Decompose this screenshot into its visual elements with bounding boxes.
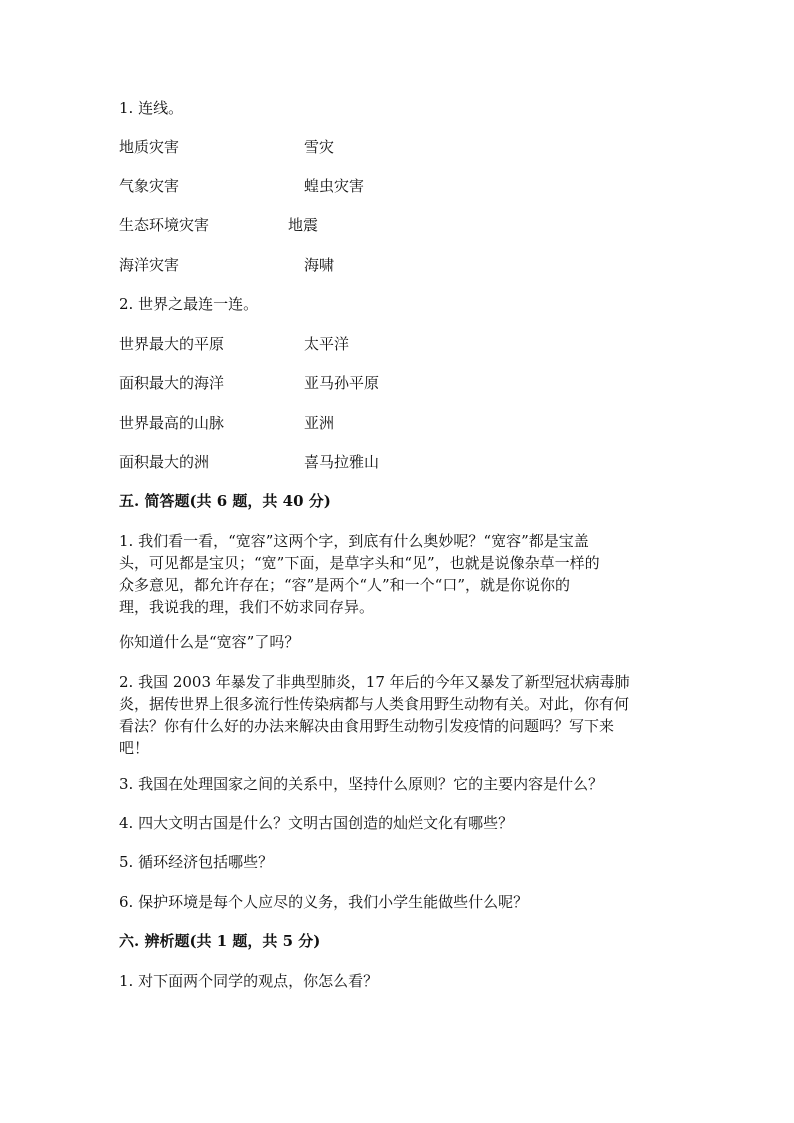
match-right-item: 亚洲 <box>304 414 335 432</box>
paragraph-line: 2. 我国 2003 年暴发了非典型肺炎，17 年后的今年又暴发了新型冠状病毒肺 <box>119 673 630 691</box>
question-prompt: 你知道什么是“宽容”了吗？ <box>119 633 300 651</box>
question-paragraph <box>119 530 679 618</box>
paragraph-line: 炎，据传世界上很多流行性传染病都与人类食用野生动物有关。对此，你有何 <box>119 695 630 713</box>
question-title: 1. 连线。 <box>119 99 184 117</box>
match-right-item: 蝗虫灾害 <box>304 177 365 195</box>
paragraph-line: 1. 我们看一看，“宽容”这两个字，到底有什么奥妙呢？“宽容”都是宝盖 <box>119 532 589 550</box>
match-left-item: 海洋灾害 <box>119 256 180 274</box>
section-heading: 五. 简答题(共 6 题，共 40 分) <box>119 492 331 510</box>
question-title: 2. 世界之最连一连。 <box>119 295 259 313</box>
match-right-item: 海啸 <box>304 256 335 274</box>
match-left-item: 生态环境灾害 <box>119 216 210 234</box>
paragraph-line: 理，我说我的理，我们不妨求同存异。 <box>119 598 375 616</box>
match-left-item: 世界最大的平原 <box>119 335 225 353</box>
match-left-item: 面积最大的海洋 <box>119 374 225 392</box>
match-left-item: 地质灾害 <box>119 138 180 156</box>
question-item: 4. 四大文明古国是什么？文明古国创造的灿烂文化有哪些？ <box>119 814 514 832</box>
paragraph-line: 吧！ <box>119 739 150 757</box>
question-item: 1. 对下面两个同学的观点，你怎么看？ <box>119 972 379 990</box>
question-item: 6. 保护环境是每个人应尽的义务，我们小学生能做些什么呢？ <box>119 893 529 911</box>
paragraph-line: 看法？你有什么好的办法来解决由食用野生动物引发疫情的问题吗？写下来 <box>119 717 615 735</box>
match-right-item: 地震 <box>288 216 319 234</box>
match-right-item: 亚马孙平原 <box>304 374 380 392</box>
match-left-item: 面积最大的洲 <box>119 453 210 471</box>
question-item: 5. 循环经济包括哪些？ <box>119 853 274 871</box>
question-item: 3. 我国在处理国家之间的关系中，坚持什么原则？它的主要内容是什么？ <box>119 775 604 793</box>
section-heading: 六. 辨析题(共 1 题，共 5 分) <box>119 932 321 950</box>
match-right-item: 太平洋 <box>304 335 350 353</box>
match-right-item: 雪灾 <box>304 138 335 156</box>
paragraph-line: 众多意见，都允许存在；“容”是两个“人”和一个“口”，就是你说你的 <box>119 576 571 594</box>
paragraph-line: 头，可见都是宝贝；“宽”下面，是草字头和“见”，也就是说像杂草一样的 <box>119 554 600 572</box>
match-left-item: 气象灾害 <box>119 177 180 195</box>
match-left-item: 世界最高的山脉 <box>119 414 225 432</box>
match-right-item: 喜马拉雅山 <box>304 453 380 471</box>
question-paragraph <box>119 671 679 759</box>
